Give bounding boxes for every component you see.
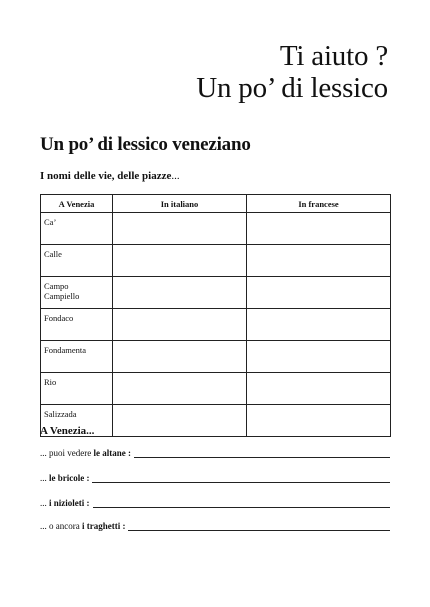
column-header-italiano: In italiano	[113, 195, 247, 213]
lexicon-table	[40, 194, 391, 437]
column-header-venezia: A Venezia	[41, 195, 113, 213]
subtitle-dots: ...	[171, 170, 180, 182]
italiano-cell[interactable]	[113, 277, 247, 309]
table-row	[41, 277, 391, 309]
term-cell: Rio	[41, 373, 113, 405]
francese-cell[interactable]	[247, 213, 391, 245]
table-row	[41, 373, 391, 405]
header-line-2: Un po’ di lessico	[196, 72, 388, 104]
answer-blank[interactable]	[134, 448, 390, 458]
subtitle-text: I nomi delle vie, delle piazze	[40, 170, 172, 182]
francese-cell[interactable]	[247, 341, 391, 373]
term-cell: Fondamenta	[41, 341, 113, 373]
header-line-1: Ti aiuto ?	[279, 40, 388, 72]
italiano-cell[interactable]	[113, 373, 247, 405]
francese-cell[interactable]	[247, 277, 391, 309]
term-cell: Campo Campiello	[41, 277, 113, 309]
term-cell: Calle	[41, 245, 113, 277]
italiano-cell[interactable]	[113, 245, 247, 277]
italiano-cell[interactable]	[113, 405, 247, 437]
page-header	[196, 40, 388, 104]
fill-line-term: i traghetti :	[81, 521, 126, 531]
fill-line-bricole	[40, 473, 390, 483]
fill-line-prefix: ...	[40, 473, 49, 483]
fill-line-prefix: ... puoi vedere	[40, 448, 94, 458]
venezia-heading: A Venezia...	[40, 425, 95, 437]
italiano-cell[interactable]	[113, 309, 247, 341]
francese-cell[interactable]	[247, 405, 391, 437]
table-row	[41, 341, 391, 373]
fill-line-traghetti	[40, 521, 390, 531]
francese-cell[interactable]	[247, 373, 391, 405]
answer-blank[interactable]	[93, 498, 391, 508]
section-subtitle	[40, 170, 180, 182]
column-header-francese: In francese	[247, 195, 391, 213]
francese-cell[interactable]	[247, 245, 391, 277]
fill-line-altane	[40, 448, 390, 458]
section-title: Un po’ di lessico veneziano	[40, 134, 251, 155]
table-row	[41, 213, 391, 245]
fill-line-prefix: ...	[40, 498, 49, 508]
fill-line-term: le altane :	[93, 448, 131, 458]
term-cell: Ca’	[41, 213, 113, 245]
fill-line-prefix: ... o ancora	[40, 521, 82, 531]
table-row	[41, 245, 391, 277]
answer-blank[interactable]	[92, 473, 390, 483]
term-cell: Salizzada	[41, 405, 113, 437]
term-cell: Fondaco	[41, 309, 113, 341]
italiano-cell[interactable]	[113, 213, 247, 245]
francese-cell[interactable]	[247, 309, 391, 341]
table-header-row	[41, 195, 391, 213]
table-row	[41, 309, 391, 341]
italiano-cell[interactable]	[113, 341, 247, 373]
answer-blank[interactable]	[128, 521, 390, 531]
fill-line-term: i nizioleti :	[49, 498, 90, 508]
fill-line-nizioleti	[40, 498, 390, 508]
fill-line-term: le bricole :	[49, 473, 90, 483]
